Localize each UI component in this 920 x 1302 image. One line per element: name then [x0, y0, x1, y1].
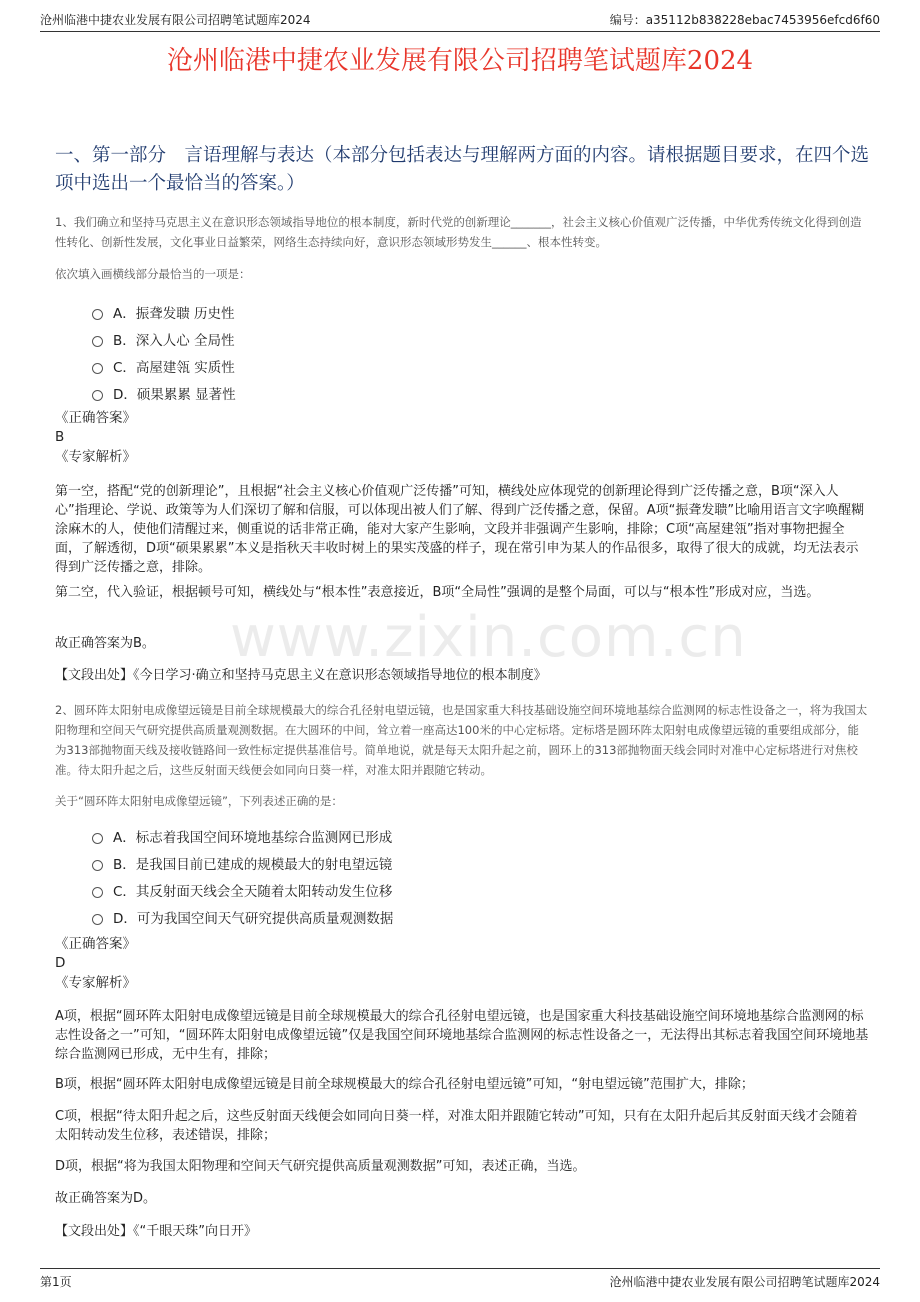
footer-right-text: 沧州临港中捷农业发展有限公司招聘笔试题库2024: [609, 1274, 880, 1289]
option-label: D．可为我国空间天气研究提供高质量观测数据: [113, 910, 394, 927]
page-footer: [40, 1268, 880, 1293]
option-label: B．深入人心 全局性: [113, 332, 235, 349]
analysis-paragraph: D项，根据“将为我国太阳物理和空间天气研究提供高质量观测数据”可知，表述正确，当选。: [55, 1159, 586, 1174]
question-2-text: 2、圆环阵太阳射电成像望远镜是目前全球规模最大的综合孔径射电望远镜，也是国家重大科技基础设施空间环境地基综合监测网的标志性设备之一，将为我国太阳物理和空间天气研究提供高质量观测数据。在大圆环的中间，耸立着一座高达100米的中心定标塔。定标塔是圆环阵太阳射电成像望远镜的重要组成部分，能为313部抛物面天线及接收链路间一致性标定提供基准信号。简单地说，就是每天太阳升起之前，圆环上的313部抛物面天线会同时对准中心定标塔进行对焦校准。待太阳升起之后，这些反射面天线便会如同向日葵一样，对准太阳并跟随它转动。: [55, 703, 868, 777]
option-label: A．振聋发聩 历史性: [113, 305, 235, 322]
option-b[interactable]: [92, 849, 393, 876]
analysis-label: 《专家解析》: [55, 449, 136, 465]
option-c[interactable]: [92, 352, 236, 379]
page-number: 第1页: [40, 1274, 72, 1289]
radio-icon[interactable]: [92, 336, 103, 347]
question-1-stem: 依次填入画横线部分最恰当的一项是：: [55, 267, 251, 281]
option-label: C．其反射面天线会全天随着太阳转动发生位移: [113, 883, 393, 900]
radio-icon[interactable]: [92, 363, 103, 374]
analysis-conclusion: 故正确答案为B。: [55, 636, 155, 651]
header-left-text: 沧州临港中捷农业发展有限公司招聘笔试题库2024: [40, 13, 311, 27]
option-label: B．是我国目前已建成的规模最大的射电望远镜: [113, 856, 393, 873]
watermark: www.zixin.com.cn: [230, 605, 747, 670]
option-d[interactable]: [92, 379, 236, 406]
radio-icon[interactable]: [92, 309, 103, 320]
answer-label: 《正确答案》: [55, 410, 136, 426]
analysis-label: 《专家解析》: [55, 975, 136, 991]
section-heading: 一、第一部分 言语理解与表达（本部分包括表达与理解两方面的内容。请根据题目要求，在四个选项中选出一个最恰当的答案。）: [55, 145, 870, 194]
question-2-options: [92, 822, 393, 930]
analysis-paragraph: A项，根据“圆环阵太阳射电成像望远镜是目前全球规模最大的综合孔径射电望远镜，也是国家重大科技基础设施空间环境地基综合监测网的标志性设备之一”可知，“圆环阵太阳射电成像望远镜”仅是我国空间环境地基综合监测网的标志性设备之一，无法得出其标志着我国空间环境地基综合监测网已形成，无中生有，排除；: [55, 1009, 869, 1062]
option-a[interactable]: [92, 822, 393, 849]
radio-icon[interactable]: [92, 390, 103, 401]
page-title: 沧州临港中捷农业发展有限公司招聘笔试题库2024: [166, 46, 754, 76]
radio-icon[interactable]: [92, 887, 103, 898]
radio-icon[interactable]: [92, 833, 103, 844]
analysis-conclusion: 故正确答案为D。: [55, 1191, 157, 1206]
question-1-options: [92, 298, 236, 406]
answer-label: 《正确答案》: [55, 936, 136, 952]
answer-value: D: [55, 955, 66, 971]
analysis-paragraph: C项，根据“待太阳升起之后，这些反射面天线便会如同向日葵一样，对准太阳并跟随它转动”可知，只有在太阳升起后其反射面天线才会随着太阳转动发生位移，表述错误，排除；: [55, 1109, 858, 1143]
analysis-paragraph: 第一空，搭配“党的创新理论”，且根据“社会主义核心价值观广泛传播”可知，横线处应体现党的创新理论得到广泛传播之意，B项“深入人心”指理论、学说、政策等为人们深切了解和信服，可以体现出被人们了解、得到广泛传播之意，保留。A项“振聋发聩”比喻用语言文字唤醒糊涂麻木的人，使他们清醒过来，侧重说的话非常正确，能对大家产生影响，文段并非强调产生影响，排除；C项“高屋建瓴”指对事物把握全面，了解透彻，D项“硕果累累”本义是指秋天丰收时树上的果实茂盛的样子，现在常引申为某人的作品很多，取得了很大的成就，均无法表示得到广泛传播之意，排除。: [55, 484, 865, 575]
source-citation: 【文段出处】《“千眼天珠”向日开》: [55, 1224, 257, 1239]
answer-value: B: [55, 429, 65, 445]
option-label: D．硕果累累 显著性: [113, 386, 236, 403]
question-1-text: 1、我们确立和坚持马克思主义在意识形态领域指导地位的根本制度，新时代党的创新理论_______，社会主义核心价值观广泛传播，中华优秀传统文化得到创造性转化、创新性发展，文化事业日益繁荣，网络生态持续向好，意识形态领域形势发生______、根本性转变。: [55, 215, 862, 249]
radio-icon[interactable]: [92, 914, 103, 925]
option-a[interactable]: [92, 298, 236, 325]
analysis-paragraph: 第二空，代入验证，根据顿号可知，横线处与“根本性”表意接近，B项“全局性”强调的是整个局面，可以与“根本性”形成对应，当选。: [55, 585, 820, 600]
source-citation: 【文段出处】《今日学习·确立和坚持马克思主义在意识形态领域指导地位的根本制度》: [55, 668, 547, 683]
question-2-stem: 关于“圆环阵太阳射电成像望远镜”，下列表述正确的是：: [55, 794, 343, 808]
radio-icon[interactable]: [92, 860, 103, 871]
analysis-paragraph: B项，根据“圆环阵太阳射电成像望远镜是目前全球规模最大的综合孔径射电望远镜”可知，“射电望远镜”范围扩大，排除；: [55, 1077, 754, 1092]
option-d[interactable]: [92, 903, 393, 930]
document-id: 编号：a35112b838228ebac7453956efcd6f60: [609, 13, 880, 27]
page-header: [40, 10, 880, 32]
option-label: A．标志着我国空间环境地基综合监测网已形成: [113, 829, 393, 846]
option-label: C．高屋建瓴 实质性: [113, 359, 235, 376]
option-b[interactable]: [92, 325, 236, 352]
option-c[interactable]: [92, 876, 393, 903]
